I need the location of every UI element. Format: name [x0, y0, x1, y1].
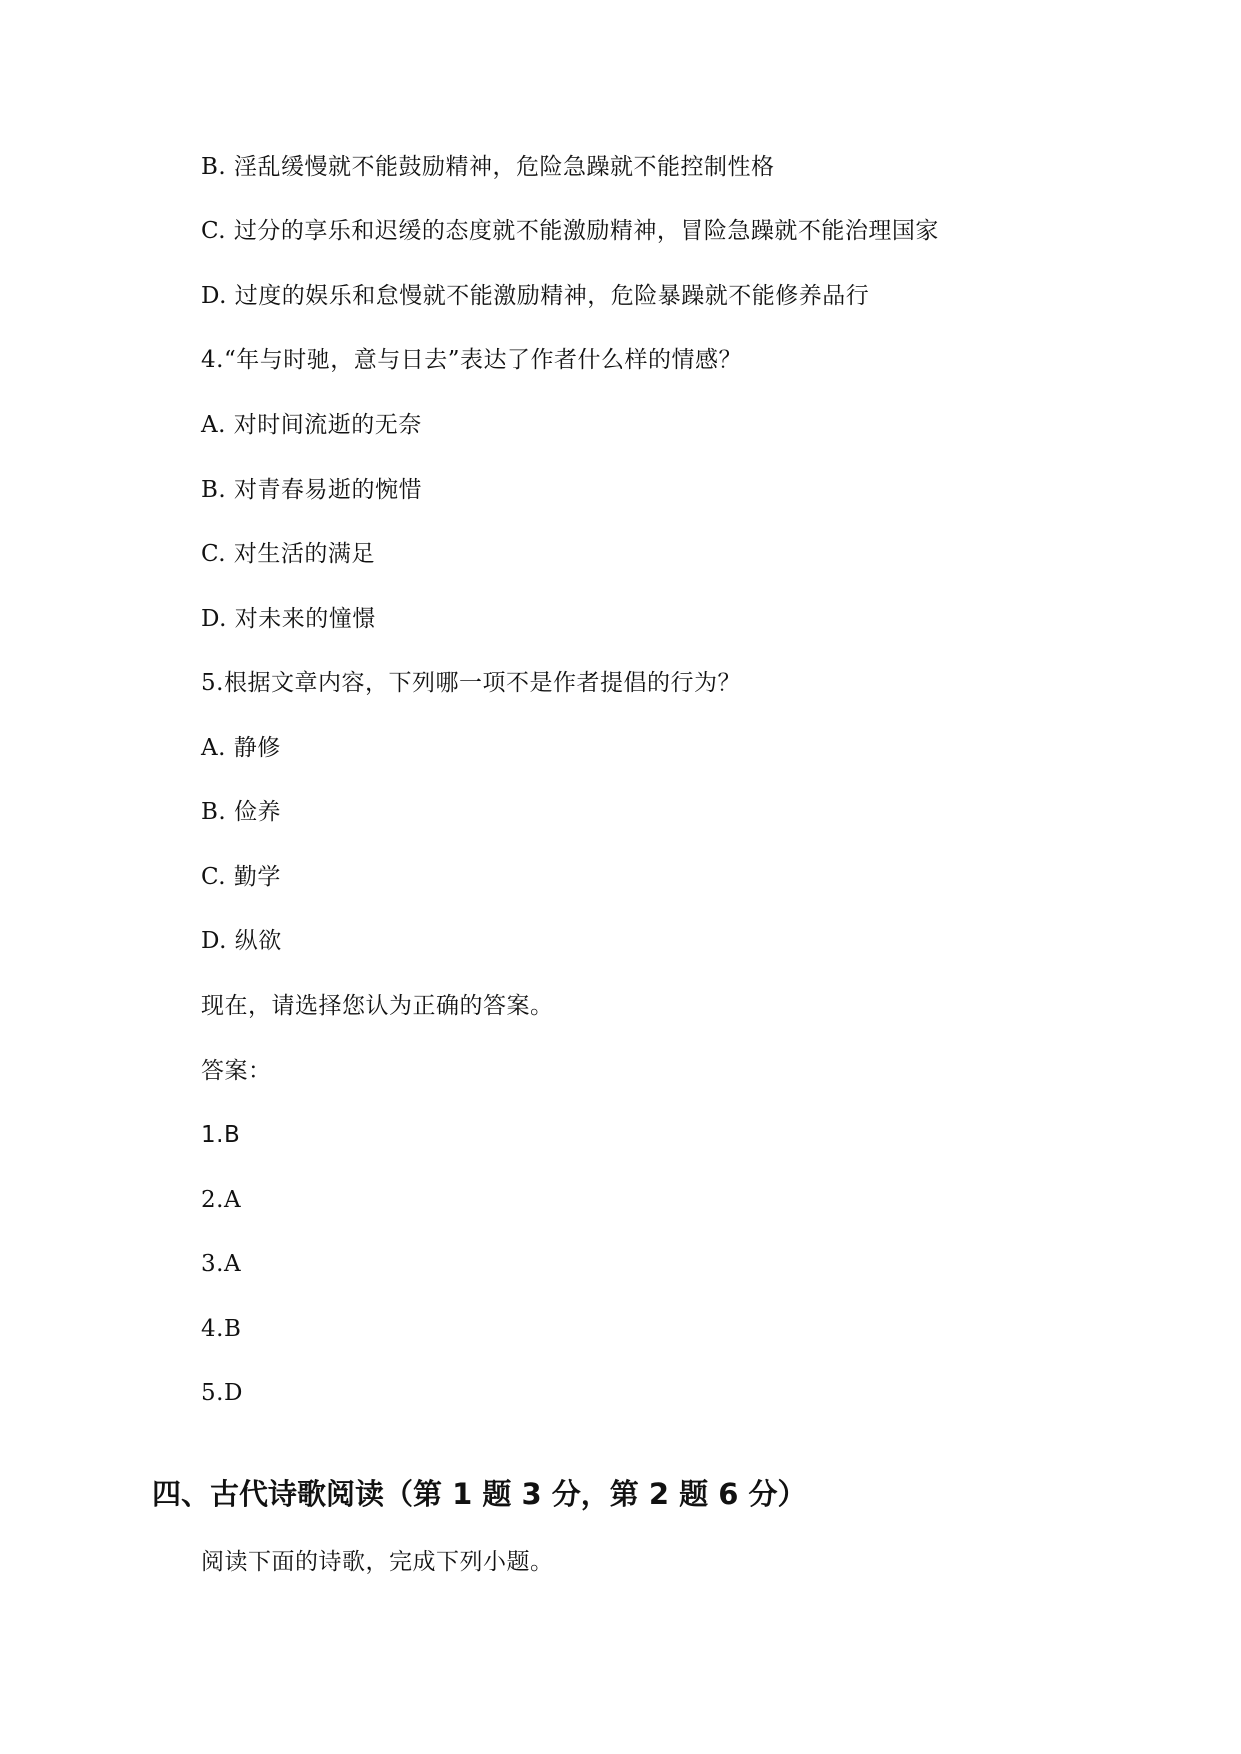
section-intro: 阅读下面的诗歌，完成下列小题。: [201, 1549, 554, 1575]
answer-1: 1.B: [201, 1122, 241, 1148]
option-b-q5: B. 俭养: [201, 799, 282, 825]
answer-5: 5.D: [201, 1380, 243, 1406]
answer-2: 2.A: [201, 1187, 242, 1213]
option-c-q3: C. 过分的享乐和迟缓的态度就不能激励精神，冒险急躁就不能治理国家: [201, 218, 939, 244]
option-a-q4: A. 对时间流逝的无奈: [201, 412, 422, 438]
answer-label: 答案：: [201, 1058, 272, 1084]
option-d-q5: D. 纵欲: [201, 928, 282, 954]
prompt-text: 现在，请选择您认为正确的答案。: [201, 993, 554, 1019]
question-5: 5.根据文章内容，下列哪一项不是作者提倡的行为？: [201, 670, 741, 696]
option-d-q3: D. 过度的娱乐和怠慢就不能激励精神，危险暴躁就不能修养品行: [201, 283, 870, 309]
section-heading: 四、古代诗歌阅读（第 1 题 3 分，第 2 题 6 分）: [152, 1477, 807, 1511]
option-a-q5: A. 静修: [201, 735, 281, 761]
option-b-q4: B. 对青春易逝的惋惜: [201, 477, 423, 503]
answer-4: 4.B: [201, 1316, 242, 1342]
option-c-q4: C. 对生活的满足: [201, 541, 375, 567]
option-d-q4: D. 对未来的憧憬: [201, 606, 376, 632]
answer-3: 3.A: [201, 1251, 242, 1277]
question-4: 4.“年与时驰，意与日去”表达了作者什么样的情感？: [201, 347, 742, 373]
option-b-q3: B. 淫乱缓慢就不能鼓励精神，危险急躁就不能控制性格: [201, 154, 775, 180]
option-c-q5: C. 勤学: [201, 864, 281, 890]
